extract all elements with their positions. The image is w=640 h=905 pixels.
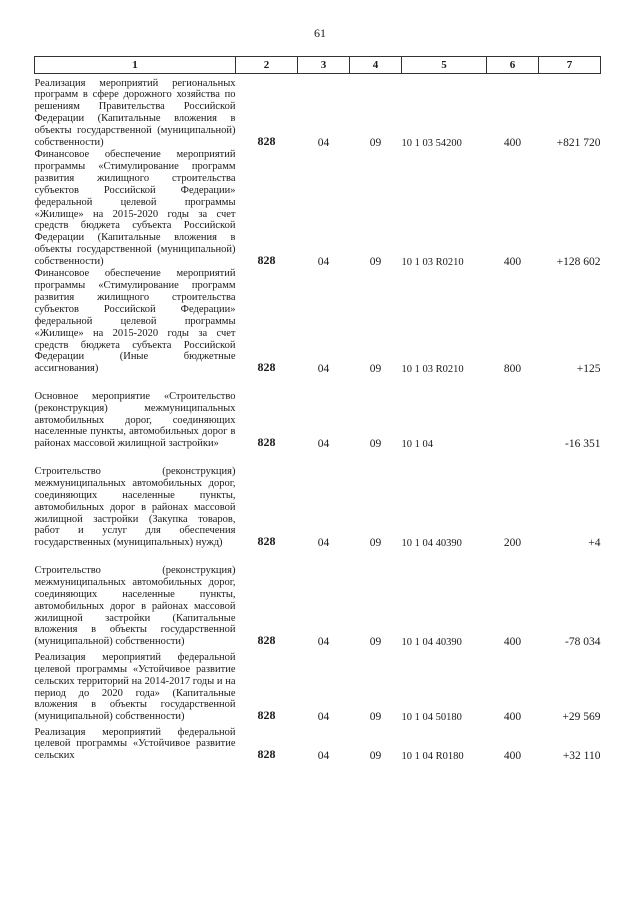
table-row — [35, 450, 601, 534]
header-col-4: 4 — [350, 57, 402, 74]
row-expense-type — [487, 435, 539, 450]
row-name: Основное мероприятие «Строительство (реконструкция) межмуниципальных автомобильных дорог, соединяющих населенные пункты, автомобильных дорог в районах массовой жилищной застройки» — [34, 390, 236, 450]
row-section: 04 — [317, 537, 330, 550]
row-expense-type: 400 — [503, 137, 522, 149]
table-row — [35, 549, 601, 633]
row-amount: +32 110 — [562, 750, 601, 763]
header-col-7: 7 — [539, 57, 601, 74]
row-admin-code: 828 — [257, 534, 276, 549]
row-subsection: 09 — [369, 363, 382, 376]
row-target-code: 10 1 04 R0180 — [401, 751, 464, 763]
row-admin-code: 828 — [257, 360, 276, 375]
row-amount: +125 — [576, 363, 601, 376]
table-row — [35, 268, 601, 359]
row-admin-code: 828 — [257, 253, 276, 268]
budget-table — [34, 56, 601, 762]
row-section: 04 — [317, 636, 330, 649]
row-admin-code: 828 — [257, 633, 276, 648]
row-subsection: 09 — [369, 256, 382, 269]
row-section: 04 — [317, 711, 330, 724]
row-admin-code: 828 — [257, 435, 276, 450]
row-name: Реализация мероприятий федеральной целевой программы «Устойчивое развитие сельских — [34, 726, 236, 762]
row-target-code: 10 1 03 54200 — [401, 138, 462, 149]
row-expense-type: 400 — [503, 711, 522, 724]
row-target-code: 10 1 04 50180 — [401, 712, 462, 724]
page-number: 61 — [314, 26, 326, 40]
row-target-code: 10 1 03 R0210 — [401, 257, 464, 269]
row-name: Финансовое обеспечение мероприятий программы «Стимулирование программ развития жилищного строительства субъектов Российской Федерации» федеральной целевой программы «Жилище» на 2015-2020 годы за счет средств бюджета субъекта Российской Федерации (Капитальные вложения в объекты государственной (муниципальной) собственности) — [34, 149, 236, 268]
row-amount: +821 720 — [556, 137, 601, 149]
row-target-code: 10 1 04 40390 — [401, 538, 462, 550]
row-expense-type: 400 — [503, 256, 522, 269]
row-section: 04 — [317, 137, 330, 149]
row-subsection: 09 — [369, 537, 382, 550]
header-col-5: 5 — [402, 57, 487, 74]
row-subsection: 09 — [369, 750, 382, 763]
table-row — [35, 723, 601, 747]
row-subsection: 09 — [369, 711, 382, 724]
row-section: 04 — [317, 256, 330, 269]
header-col-2: 2 — [236, 57, 298, 74]
table-row — [35, 648, 601, 708]
header-col-1: 1 — [35, 57, 236, 74]
row-amount: +29 569 — [562, 711, 601, 724]
table-row — [35, 375, 601, 435]
row-name: Реализация мероприятий региональных программ в сфере дорожного хозяйства по решениям Правительства Российской Федерации (Капитальные вложения в объекты государственной (муниципальной) собственности) — [34, 77, 236, 149]
row-amount: -16 351 — [565, 438, 601, 451]
row-expense-type: 200 — [503, 537, 522, 550]
table-row — [35, 74, 601, 135]
row-subsection: 09 — [369, 438, 382, 451]
row-name: Строительство (реконструкция) межмуниципальных автомобильных дорог, соединяющих населенные пункты, автомобильных дорог в районах массовой жилищной застройки (Капитальные вложения в объекты государственной (муниципальной) собственности) — [34, 564, 236, 648]
row-admin-code: 828 — [257, 134, 276, 148]
row-section: 04 — [317, 438, 330, 451]
header-col-6: 6 — [487, 57, 539, 74]
row-admin-code: 828 — [257, 747, 276, 762]
row-name: Строительство (реконструкция) межмуниципальных автомобильных дорог, соединяющих населенные пункты, автомобильных дорог в районах массовой жилищной застройки (Закупка товаров, работ и услуг для обеспечения государственных (муниципальных) нужд) — [34, 465, 236, 549]
row-subsection: 09 — [369, 636, 382, 649]
row-target-code: 10 1 04 40390 — [401, 637, 462, 649]
row-target-code: 10 1 04 — [401, 439, 433, 451]
row-expense-type: 800 — [503, 363, 522, 376]
row-expense-type: 400 — [503, 750, 522, 763]
row-target-code: 10 1 03 R0210 — [401, 364, 464, 376]
row-amount: +128 602 — [556, 256, 601, 269]
row-section: 04 — [317, 750, 330, 763]
row-section: 04 — [317, 363, 330, 376]
row-subsection: 09 — [369, 137, 382, 149]
header-row — [35, 57, 601, 74]
row-expense-type: 400 — [503, 636, 522, 649]
table-row — [35, 149, 601, 252]
row-name: Финансовое обеспечение мероприятий программы «Стимулирование программ развития жилищного строительства субъектов Российской Федерации» федеральной целевой программы «Жилище» на 2015-2020 годы за счет средств бюджета субъекта Российской Федерации (Иные бюджетные ассигнования) — [34, 268, 236, 375]
row-admin-code: 828 — [257, 708, 276, 723]
row-amount: -78 034 — [565, 636, 601, 649]
row-amount: +4 — [588, 537, 601, 550]
row-name: Реализация мероприятий федеральной целевой программы «Устойчивое развитие сельских территорий на 2014-2017 годы и на период до 2020 года» (Капитальные вложения в объекты государственной (муниципальной) собственности) — [34, 651, 236, 723]
header-col-3: 3 — [298, 57, 350, 74]
